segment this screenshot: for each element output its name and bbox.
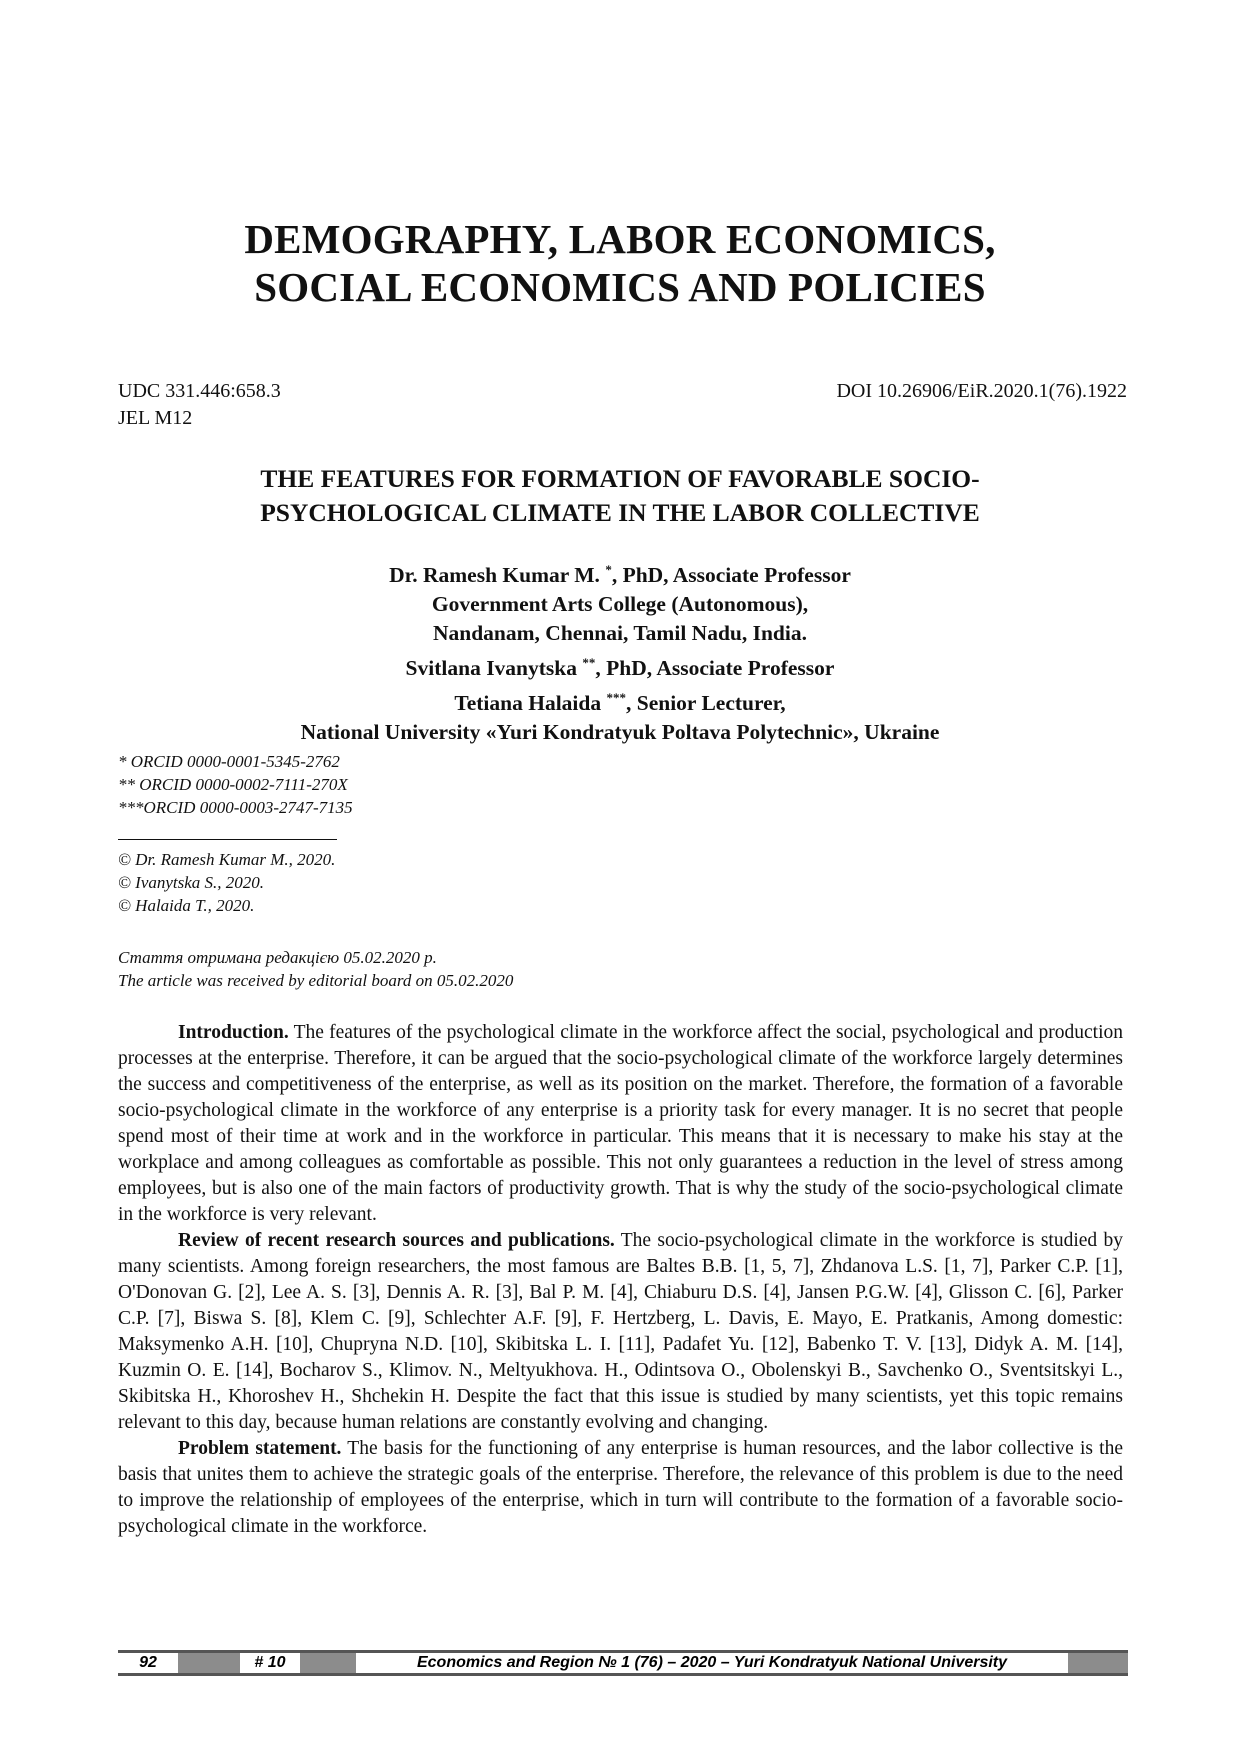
- doi: DOI 10.26906/EiR.2020.1(76).1922: [836, 380, 1127, 402]
- author-1-mark: *: [605, 562, 612, 577]
- author-3: Tetiana Halaida ***, Senior Lecturer,: [454, 690, 786, 716]
- introduction-heading: Introduction.: [178, 1022, 289, 1043]
- section-title-line1: DEMOGRAPHY, LABOR ECONOMICS,: [244, 216, 996, 262]
- orcid-item: ** ORCID 0000-0002-7111-270X: [118, 775, 348, 794]
- problem-heading: Problem statement.: [178, 1438, 342, 1459]
- footer-journal: Economics and Region № 1 (76) – 2020 – Yuri Kondratyuk National University: [416, 1654, 1008, 1671]
- orcid-item: * ORCID 0000-0001-5345-2762: [118, 752, 340, 771]
- author-block: [150, 555, 1090, 747]
- copyright-item: © Halaida T., 2020.: [118, 896, 255, 915]
- received-note: [118, 946, 513, 992]
- udc-code: UDC 331.446:658.3: [118, 380, 281, 402]
- introduction-paragraph: Introduction. The features of the psychological climate in the workforce affect the social, psychological and production processes at the enterprise. Therefore, it can be argued that the socio-psychological climate of the workforce largely determines the success and competitiveness of the enterprise, as well as its position on the market. Therefore, the formation of a favorable socio-psychological climate in the workforce of any enterprise is a priority task for every manager. It is no secret that people spend most of their time at work and in the workforce in particular. This means that it is necessary to make his stay at the workplace and among colleagues as comfortable as possible. This not only guarantees a reduction in the level of stress among employees, but is also one of the main factors of productivity growth. That is why the study of the socio-psychological climate in the workforce is very relevant.: [118, 1022, 1123, 1225]
- footer-gray-block: [178, 1653, 240, 1673]
- footer-gray-block: [300, 1653, 356, 1673]
- article-title-line2: PSYCHOLOGICAL CLIMATE IN THE LABOR COLLECTIVE: [260, 498, 980, 527]
- footer-gray-block: [1068, 1653, 1128, 1673]
- section-title-line2: SOCIAL ECONOMICS AND POLICIES: [254, 264, 986, 310]
- footer-bottom-rule: [118, 1673, 1128, 1676]
- received-note-ua: Стаття отримана редакцією 05.02.2020 р.: [118, 948, 437, 967]
- section-title: [0, 215, 1240, 311]
- problem-paragraph: Problem statement. The basis for the functioning of any enterprise is human resources, and the labor collective is the basis that unites them to achieve the strategic goals of the enterprise. Therefore, the relevance of this problem is due to the need to improve the relationship of employees of the enterprise, which in turn will contribute to the formation of a favorable socio-psychological climate in the workforce.: [118, 1438, 1124, 1537]
- article-title: [150, 462, 1090, 530]
- page-footer: [118, 1650, 1128, 1673]
- review-paragraph: Review of recent research sources and publications. The socio-psychological climate in the workforce is studied by many scientists. Among foreign researchers, the most famous are Baltes B.B. [1, 5, 7], Zhdanova L.S. [1, 7], Parker C.P. [1], O'Donovan G. [2], Lee A. S. [3], Dennis A. R. [3], Bal P. M. [4], Chiaburu D.S. [4], Jansen P.G.W. [4], Glisson C. [6], Parker C.P. [7], Biswa S. [8], Klem C. [9], Schlechter A.F. [9], F. Hertzberg, L. Davis, E. Mayo, E. Pratkanis, Among domestic: Maksymenko A.H. [10], Chupryna N.D. [10], Skibitska L. I. [11], Padafet Yu. [12], Babenko T. V. [13], Didyk A. M. [14], Kuzmin O. E. [14], Bocharov S., Klimov. N., Meltyukhova. H., Odintsova O., Obolenskyi B., Savchenko O., Sventsitskyi L., Skibitska H., Khoroshev H., Shchekin H. Despite the fact that this issue is studied by many scientists, yet this topic remains relevant to this day, because human relations are constantly evolving and changing.: [118, 1230, 1123, 1433]
- author-2-mark: **: [582, 655, 596, 671]
- copyright-item: © Ivanytska S., 2020.: [118, 873, 265, 892]
- author-1-affiliation-1: Government Arts College (Autonomous),: [431, 592, 809, 617]
- orcid-list: [118, 750, 353, 819]
- classification-codes: [118, 378, 281, 432]
- article-body: [118, 1020, 1123, 1540]
- jel-code: JEL M12: [118, 407, 193, 429]
- footnote-divider: [118, 839, 337, 840]
- author-1-affiliation-2: Nandanam, Chennai, Tamil Nadu, India.: [432, 621, 807, 646]
- received-note-en: The article was received by editorial board on 05.02.2020: [118, 971, 514, 990]
- author-2: Svitlana Ivanytska **, PhD, Associate Professor: [405, 655, 835, 681]
- footer-page-number: 92: [139, 1654, 157, 1671]
- copyright-list: [118, 848, 335, 917]
- article-title-line1: THE FEATURES FOR FORMATION OF FAVORABLE SOCIO-: [260, 464, 980, 493]
- copyright-item: © Dr. Ramesh Kumar M., 2020.: [118, 850, 336, 869]
- author-3-mark: ***: [606, 690, 626, 706]
- review-heading: Review of recent research sources and publications.: [178, 1230, 615, 1251]
- author-1: Dr. Ramesh Kumar M. *, PhD, Associate Professor: [389, 562, 851, 588]
- footer-issue: # 10: [254, 1654, 286, 1671]
- orcid-item: ***ORCID 0000-0003-2747-7135: [118, 798, 353, 817]
- author-2-3-affiliation: National University «Yuri Kondratyuk Poltava Polytechnic», Ukraine: [300, 720, 940, 745]
